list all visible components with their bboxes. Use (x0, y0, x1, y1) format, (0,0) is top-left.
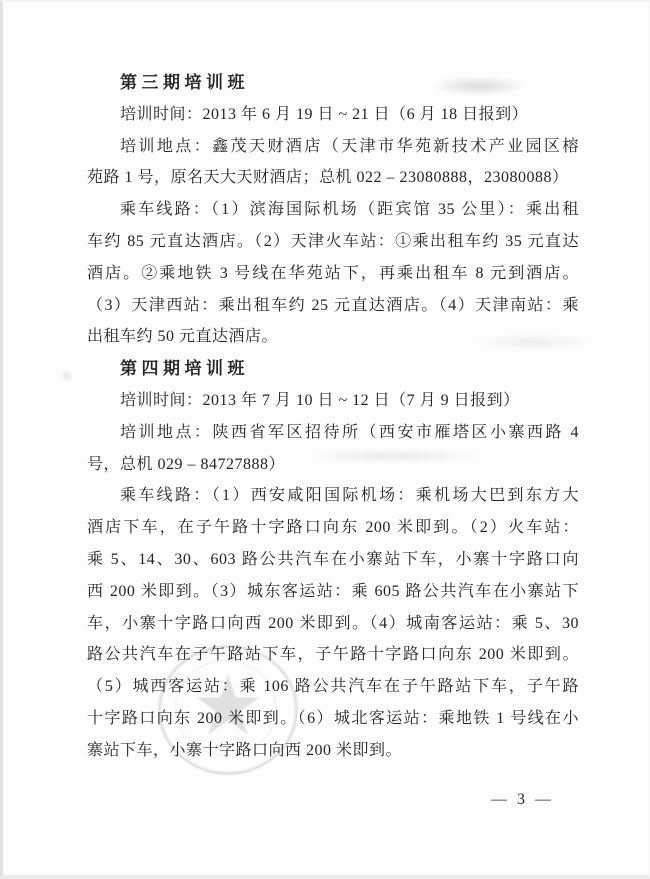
text-line: 培训时间：2013 年 6 月 19 日 ~ 21 日（6 月 18 日报到） (120, 105, 529, 123)
document-body (87, 67, 579, 767)
text-line: 十字路口向东 200 米即到。（6）城北客运站：乘地铁 1 号线在小 (87, 709, 579, 727)
text-line: 酒店下车，在子午路十字路口向东 200 米即到。（2）火车站： (87, 519, 579, 537)
text-line: 出租车约 50 元直达酒店。 (87, 328, 279, 346)
section-heading: 第四期培训班 (120, 359, 249, 379)
text-line: 乘车线路：（1）西安咸阳国际机场：乘机场大巴到东方大 (120, 487, 579, 505)
text-line: 西 200 米即到。（3）城东客运站：乘 605 路公共汽车在小寨站下 (87, 582, 579, 600)
page-number: — 3 — (491, 791, 554, 808)
scan-smudge (59, 370, 73, 382)
text-line: （5）城西客运站：乘 106 路公共汽车在子午路站下车，子午路 (87, 678, 579, 696)
text-line: 培训时间：2013 年 7 月 10 日 ~ 12 日（7 月 9 日报到） (120, 391, 520, 409)
text-line: 培训地点：鑫茂天财酒店（天津市华苑新技术产业园区榕 (120, 137, 579, 155)
text-line: 路公共汽车在子午路站下车，子午路十字路口向东 200 米即到。 (87, 646, 579, 664)
text-line: 车，小寨十字路口向西 200 米即到。（4）城南客运站：乘 5、30 (87, 614, 579, 632)
text-line: 酒店。②乘地铁 3 号线在华苑站下，再乘出租车 8 元到酒店。 (87, 264, 579, 282)
text-line: 车约 85 元直达酒店。（2）天津火车站：①乘出租车约 35 元直达 (87, 232, 579, 250)
text-line: 苑路 1 号，原名天大天财酒店；总机 022 – 23080888，23080088） (87, 169, 569, 187)
text-line: 号，总机 029 – 84727888） (87, 455, 286, 473)
section-heading: 第三期培训班 (120, 73, 249, 92)
text-line: 寨站下车，小寨十字路口向西 200 米即到。 (87, 741, 403, 759)
text-line: 乘车线路：（1）滨海国际机场（距宾馆 35 公里）：乘出租 (120, 201, 579, 219)
text-line: （3）天津西站：乘出租车约 25 元直达酒店。（4）天津南站：乘 (87, 296, 579, 314)
text-line: 乘 5、14、30、603 路公共汽车在小寨站下车，小寨十字路口向 (87, 550, 579, 568)
star-icon: ★ (191, 659, 265, 754)
text-line: 培训地点：陕西省军区招待所（西安市雁塔区小寨西路 4 (120, 423, 579, 441)
